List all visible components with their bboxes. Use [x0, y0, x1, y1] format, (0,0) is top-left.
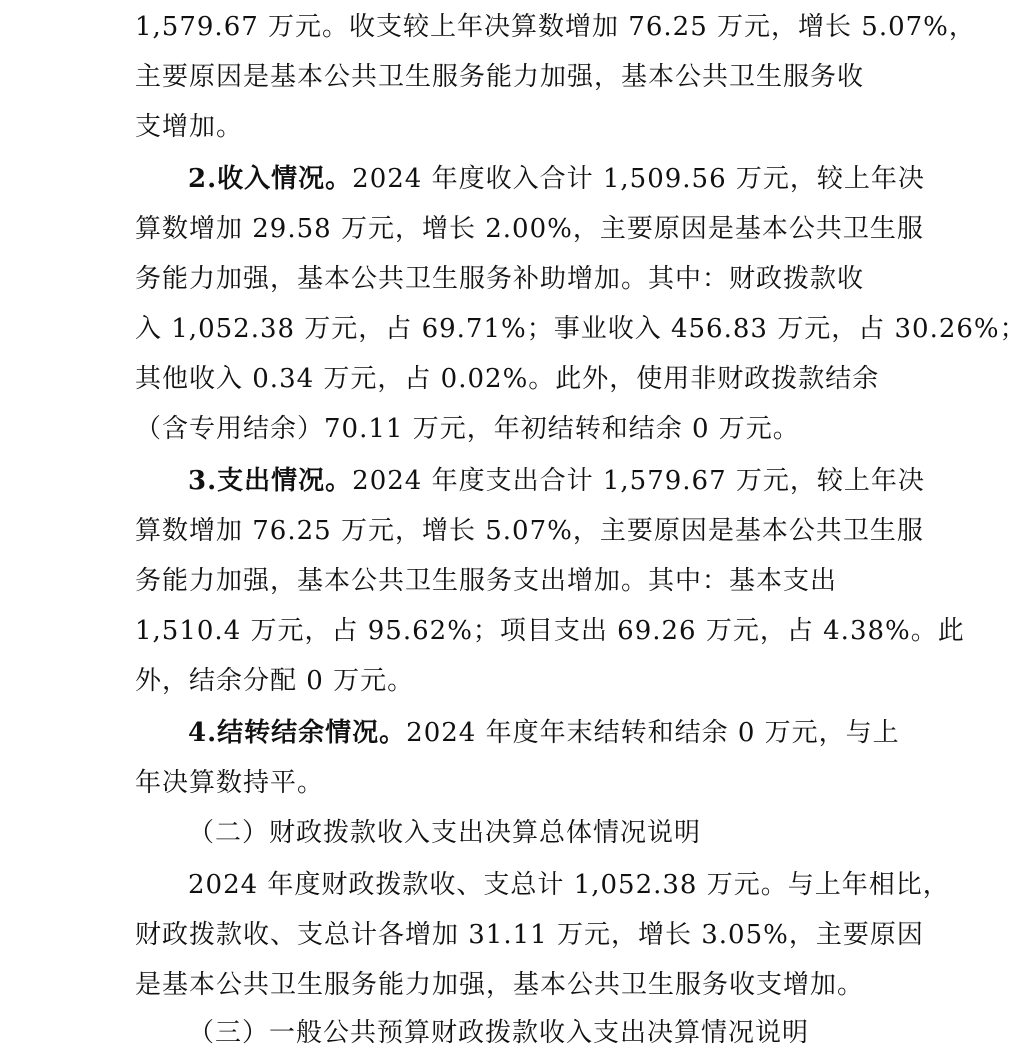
text-line: 其他收入 0.34 万元，占 0.02%。此外，使用非财政拨款结余 [135, 364, 880, 394]
text-line: 2024 年度支出合计 1,579.67 万元，较上年决 [352, 466, 925, 496]
section-three-heading: （三）一般公共预算财政拨款收入支出决算情况说明 [188, 1018, 810, 1048]
text-line: 财政拨款收、支总计各增加 31.11 万元，增长 3.05%，主要原因 [135, 920, 924, 950]
expenditure-heading: 3.支出情况。 [188, 466, 353, 496]
text-line: 2024 年度年末结转和结余 0 万元，与上 [406, 718, 900, 748]
text-line: 算数增加 76.25 万元，增长 5.07%，主要原因是基本公共卫生服 [135, 516, 924, 546]
carryover-heading: 4.结转结余情况。 [188, 718, 407, 748]
text-line: 1,510.4 万元，占 95.62%；项目支出 69.26 万元，占 4.38%。此 [135, 616, 965, 646]
text-line: 主要原因是基本公共卫生服务能力加强，基本公共卫生服务收 [135, 62, 865, 92]
text-line: （含专用结余）70.11 万元，年初结转和结余 0 万元。 [135, 414, 800, 444]
text-line: 入 1,052.38 万元，占 69.71%；事业收入 456.83 万元，占 30.26%； [135, 314, 1027, 344]
income-paragraph-first-line [188, 154, 925, 204]
text-line: 2024 年度财政拨款收、支总计 1,052.38 万元。与上年相比， [188, 870, 950, 900]
text-line: 年决算数持平。 [135, 768, 325, 798]
text-line: 务能力加强，基本公共卫生服务补助增加。其中：财政拨款收 [135, 264, 865, 294]
text-line: 是基本公共卫生服务能力加强，基本公共卫生服务收支增加。 [135, 970, 865, 1000]
text-line: 1,579.67 万元。收支较上年决算数增加 76.25 万元，增长 5.07%， [135, 12, 976, 42]
text-line: 外，结余分配 0 万元。 [135, 666, 415, 696]
text-line: 2024 年度收入合计 1,509.56 万元，较上年决 [352, 164, 925, 194]
text-line: 务能力加强，基本公共卫生服务支出增加。其中：基本支出 [135, 566, 838, 596]
section-two-heading: （二）财政拨款收入支出决算总体情况说明 [188, 818, 702, 848]
expenditure-paragraph-first-line [188, 456, 925, 506]
carryover-paragraph-first-line [188, 708, 900, 758]
text-line: 支增加。 [135, 112, 244, 142]
income-heading: 2.收入情况。 [188, 164, 353, 194]
text-line: 算数增加 29.58 万元，增长 2.00%，主要原因是基本公共卫生服 [135, 214, 924, 244]
